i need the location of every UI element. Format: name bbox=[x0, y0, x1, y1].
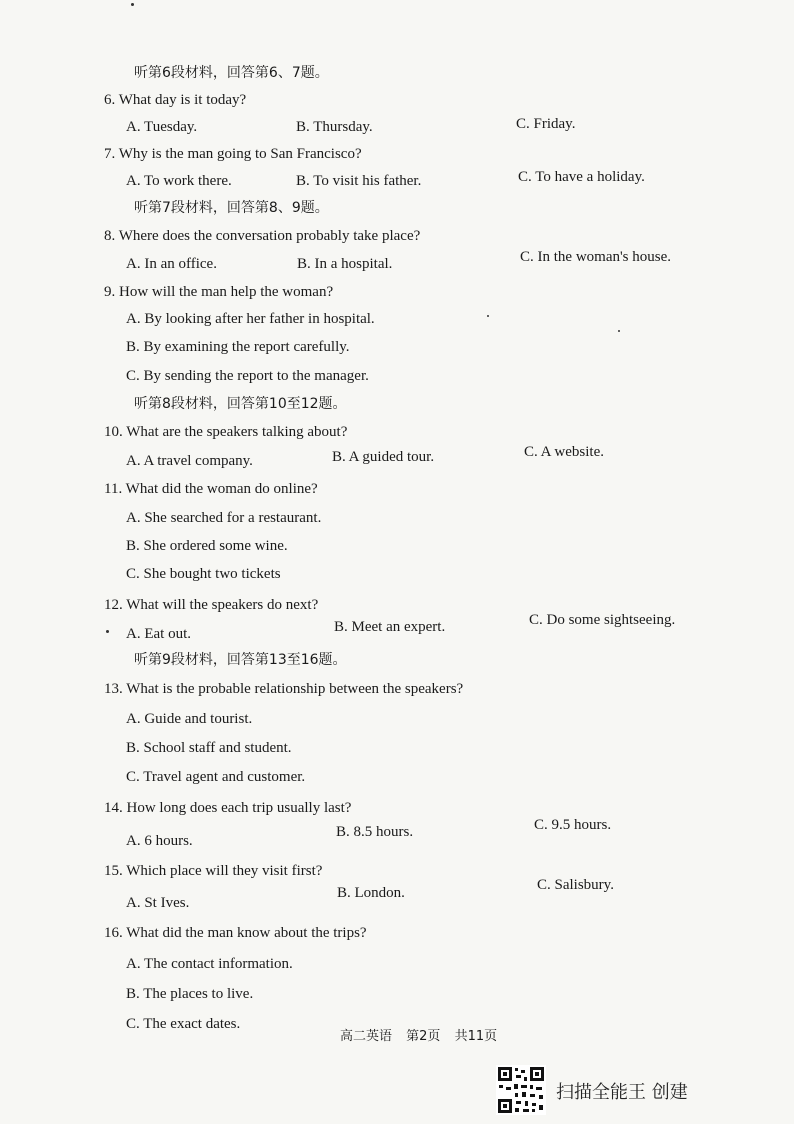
scanner-watermark-text: 扫描全能王 创建 bbox=[556, 1082, 688, 1103]
question-stem: 15. Which place will they visit first? bbox=[104, 863, 323, 879]
section-heading: 听第9段材料，回答第13至16题。 bbox=[134, 652, 347, 668]
question-stem: 11. What did the woman do online? bbox=[104, 481, 318, 497]
option-b: B. Meet an expert. bbox=[334, 619, 446, 635]
question-stem: 14. How long does each trip usually last? bbox=[104, 800, 352, 816]
option-a: A. A travel company. bbox=[126, 453, 253, 469]
footer-page: 第2页 bbox=[406, 1029, 441, 1044]
scan-speck bbox=[487, 315, 489, 317]
option-a: A. St Ives. bbox=[126, 895, 190, 911]
option-a: A. She searched for a restaurant. bbox=[126, 510, 322, 526]
option-b: B. She ordered some wine. bbox=[126, 538, 288, 554]
option-b: B. School staff and student. bbox=[126, 740, 292, 756]
scan-speck bbox=[131, 3, 134, 6]
option-a: A. To work there. bbox=[126, 173, 232, 189]
scan-speck bbox=[106, 630, 109, 633]
option-c: C. 9.5 hours. bbox=[534, 817, 612, 833]
option-c: C. By sending the report to the manager. bbox=[126, 368, 369, 384]
page-footer bbox=[340, 1025, 507, 1044]
qr-code-icon bbox=[496, 1065, 546, 1115]
option-c: C. The exact dates. bbox=[126, 1016, 241, 1032]
option-b: B. To visit his father. bbox=[296, 173, 422, 189]
option-a: A. In an office. bbox=[126, 256, 217, 272]
footer-subject: 高二英语 bbox=[340, 1029, 393, 1044]
question-stem: 6. What day is it today? bbox=[104, 92, 247, 108]
option-a: A. By looking after her father in hospital. bbox=[126, 311, 375, 327]
option-a: A. Eat out. bbox=[126, 626, 191, 642]
question-stem: 9. How will the man help the woman? bbox=[104, 284, 334, 300]
question-stem: 13. What is the probable relationship between the speakers? bbox=[104, 681, 464, 697]
option-c: C. A website. bbox=[524, 444, 605, 460]
section-heading: 听第6段材料，回答第6、7题。 bbox=[134, 65, 329, 81]
option-c: C. Friday. bbox=[516, 116, 576, 132]
option-b: B. By examining the report carefully. bbox=[126, 339, 350, 355]
option-b: B. The places to live. bbox=[126, 986, 254, 1002]
option-c: C. In the woman's house. bbox=[520, 249, 672, 265]
option-b: B. London. bbox=[337, 885, 405, 901]
option-a: A. Guide and tourist. bbox=[126, 711, 253, 727]
section-heading: 听第8段材料，回答第10至12题。 bbox=[134, 396, 347, 412]
option-c: C. Salisbury. bbox=[537, 877, 614, 893]
option-c: C. Do some sightseeing. bbox=[529, 612, 676, 628]
option-c: C. Travel agent and customer. bbox=[126, 769, 306, 785]
option-c: C. She bought two tickets bbox=[126, 566, 281, 582]
option-b: B. A guided tour. bbox=[332, 449, 435, 465]
question-stem: 16. What did the man know about the trips? bbox=[104, 925, 367, 941]
option-c: C. To have a holiday. bbox=[518, 169, 645, 185]
option-a: A. The contact information. bbox=[126, 956, 293, 972]
question-stem: 10. What are the speakers talking about? bbox=[104, 424, 348, 440]
question-stem: 7. Why is the man going to San Francisco? bbox=[104, 146, 362, 162]
scan-speck bbox=[618, 330, 620, 332]
question-stem: 12. What will the speakers do next? bbox=[104, 597, 319, 613]
section-heading: 听第7段材料，回答第8、9题。 bbox=[134, 200, 329, 216]
footer-total: 共11页 bbox=[454, 1029, 498, 1044]
option-b: B. 8.5 hours. bbox=[336, 824, 414, 840]
question-stem: 8. Where does the conversation probably take place? bbox=[104, 228, 421, 244]
option-a: A. Tuesday. bbox=[126, 119, 198, 135]
option-b: B. In a hospital. bbox=[297, 256, 393, 272]
option-a: A. 6 hours. bbox=[126, 833, 193, 849]
option-b: B. Thursday. bbox=[296, 119, 373, 135]
